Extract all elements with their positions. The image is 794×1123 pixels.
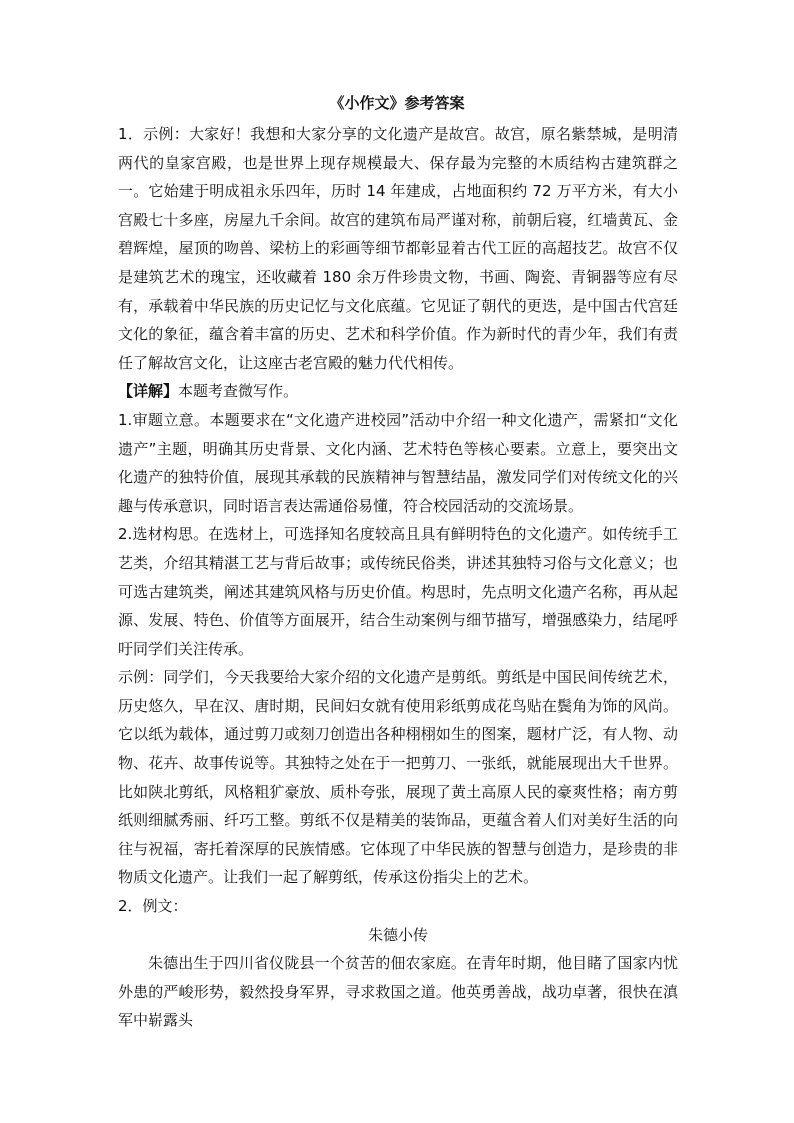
point-2-paragraph: 2.选材构思。在选材上，可选择知名度较高且具有鲜明特色的文化遗产。如传统手工艺类，介绍其精湛工艺与背后故事；或传统民俗类，讲述其独特习俗与文化意义；也可选古建筑类，阐述其建筑风格与历史价值。构思时，先点明文化遗产名称，再从起源、发展、特色、价值等方面展开，结合生动案例与细节描写，增强感染力，结尾呼吁同学们关注传承。 (118, 525, 678, 658)
example-paragraph: 示例：同学们，今天我要给大家介绍的文化遗产是剪纸。剪纸是中国民间传统艺术，历史悠久，早在汉、唐时期，民间妇女就有使用彩纸剪成花鸟贴在鬓角为饰的风尚。它以纸为载体，通过剪刀或刻刀创造出各种栩栩如生的图案，题材广泛，有人物、动物、花卉、故事传说等。其独特之处在于一把剪刀、一张纸，就能展现出大千世界。比如陕北剪纸，风格粗犷豪放、质朴夸张，展现了黄土高原人民的豪爽性格；南方剪纸则细腻秀丽、纤巧工整。剪纸不仅是精美的装饰品，更蕴含着人们对美好生活的向往与祝福，寄托着深厚的民族情感。它体现了中华民族的智慧与创造力，是珍贵的非物质文化遗产。让我们一起了解剪纸，传承这份指尖上的艺术。 (118, 668, 678, 887)
answer-2-label: 2．例文： (118, 897, 188, 916)
answer-1-paragraph: 1．示例：大家好！我想和大家分享的文化遗产是故宫。故宫，原名紫禁城，是明清两代的皇家宫殿，也是世界上现存规模最大、保存最为完整的木质结构古建筑群之一。它始建于明成祖永乐四年，历时 14 年建成，占地面积约 72 万平方米，有大小宫殿七十多座，房屋九千余间。故宫的建筑布局严谨对称，前朝后寝，红墙黄瓦、金碧辉煌，屋顶的吻兽、梁枋上的彩画等细节都彰显着古代工匠的高超技艺。故宫不仅是建筑艺术的瑰宝，还收藏着 180 余万件珍贵文物，书画、陶瓷、青铜器等应有尽有，承载着中华民族的历史记忆与文化底蕴。它见证了朝代的更迭，是中国古代宫廷文化的象征，蕴含着丰富的历史、艺术和科学价值。作为新时代的青少年，我们有责任了解故宫文化，让这座古老宫殿的魅力代代相传。 (118, 125, 678, 372)
detail-label: 【详解】 (118, 382, 179, 401)
detail-paragraph (118, 377, 678, 406)
essay-title: 朱德小传 (367, 925, 428, 944)
essay-paragraph-1: 朱德出生于四川省仪陇县一个贫苦的佃农家庭。在青年时期，他目睹了国家内忧外患的严峻形势，毅然投身军界，寻求救国之道。他英勇善战，战功卓著，很快在滇军中崭露头 (118, 954, 678, 1030)
point-1-paragraph: 1.审题立意。本题要求在“文化遗产进校园”活动中介绍一种文化遗产，需紧扣“文化遗产”主题，明确其历史背景、文化内涵、艺术特色等核心要素。立意上，要突出文化遗产的独特价值，展现其承载的民族精神与智慧结晶，激发同学们对传统文化的兴趣与传承意识，同时语言表达需通俗易懂，符合校园活动的交流场景。 (118, 410, 678, 515)
detail-text: 本题考查微写作。 (178, 382, 299, 401)
page-title: 《小作文》参考答案 (329, 94, 465, 112)
document-body (118, 120, 678, 1035)
